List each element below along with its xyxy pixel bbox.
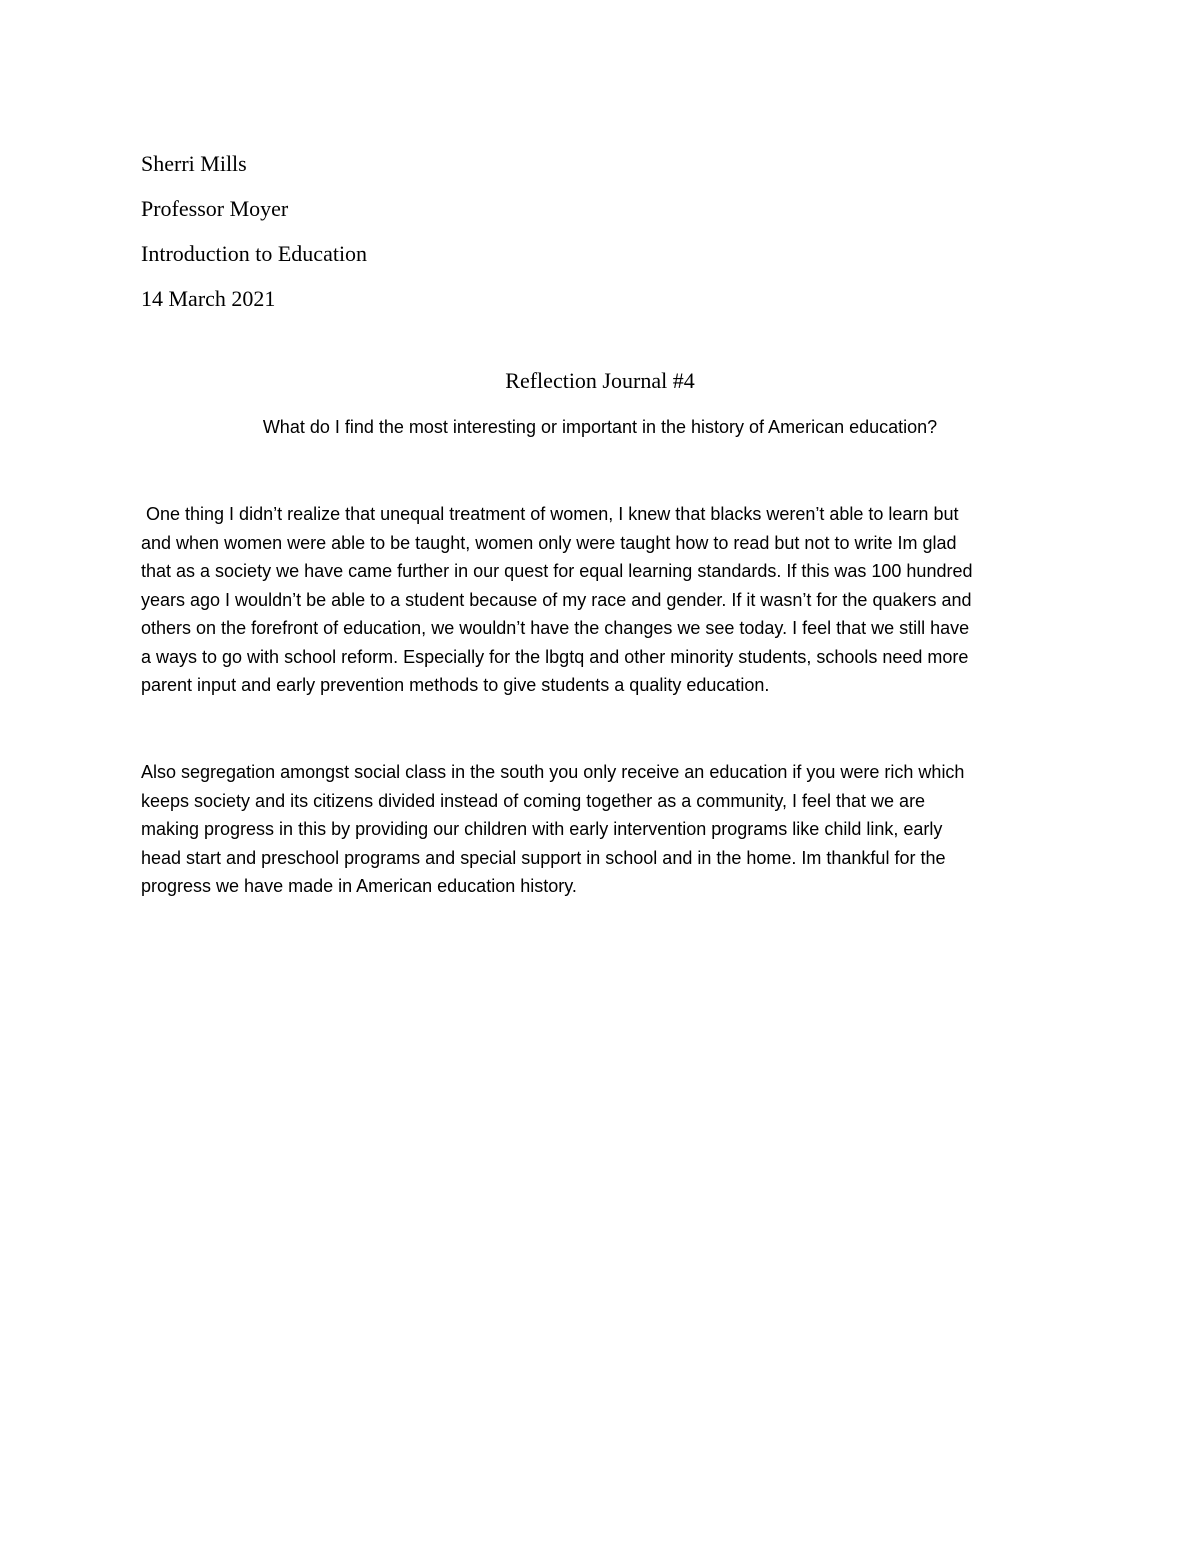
paragraph-line: One thing I didn’t realize that unequal treatment of women, I knew that blacks weren’t able to learn but [141, 504, 959, 524]
paragraph-line: head start and preschool programs and special support in school and in the home. Im thankful for the [141, 847, 946, 868]
paragraph-line: others on the forefront of education, we wouldn’t have the changes we see today. I feel that we still have [141, 618, 970, 638]
mla-heading [141, 141, 841, 321]
paragraph-line: progress we have made in American education history. [141, 876, 577, 896]
course-name: Introduction to Education [141, 241, 368, 266]
date: 14 March 2021 [141, 286, 276, 311]
body-paragraph-1 [141, 500, 1071, 700]
paragraph-line: making progress in this by providing our children with early intervention programs like child link, early [141, 819, 943, 839]
paragraph-line: and when women were able to be taught, women only were taught how to read but not to write Im glad [141, 532, 957, 553]
paragraph-line: that as a society we have came further in our quest for equal learning standards. If this was 100 hundred [141, 561, 973, 581]
body-paragraph-2 [141, 758, 1071, 901]
paragraph-line: parent input and early prevention methods to give students a quality education. [141, 675, 770, 695]
journal-question: What do I find the most interesting or important in the history of American education? [262, 417, 938, 437]
paragraph-line: keeps society and its citizens divided instead of coming together as a community, I feel that we are [141, 790, 926, 811]
paragraph-line: a ways to go with school reform. Especially for the lbgtq and other minority students, schools need more [141, 646, 969, 667]
paragraph-line: years ago I wouldn’t be able to a student because of my race and gender. If it wasn’t for the quakers and [141, 589, 972, 610]
document-title: Reflection Journal #4 [505, 368, 695, 393]
professor-name: Professor Moyer [141, 196, 289, 221]
paragraph-line: Also segregation amongst social class in the south you only receive an education if you were rich which [141, 762, 965, 782]
student-name: Sherri Mills [141, 151, 247, 176]
